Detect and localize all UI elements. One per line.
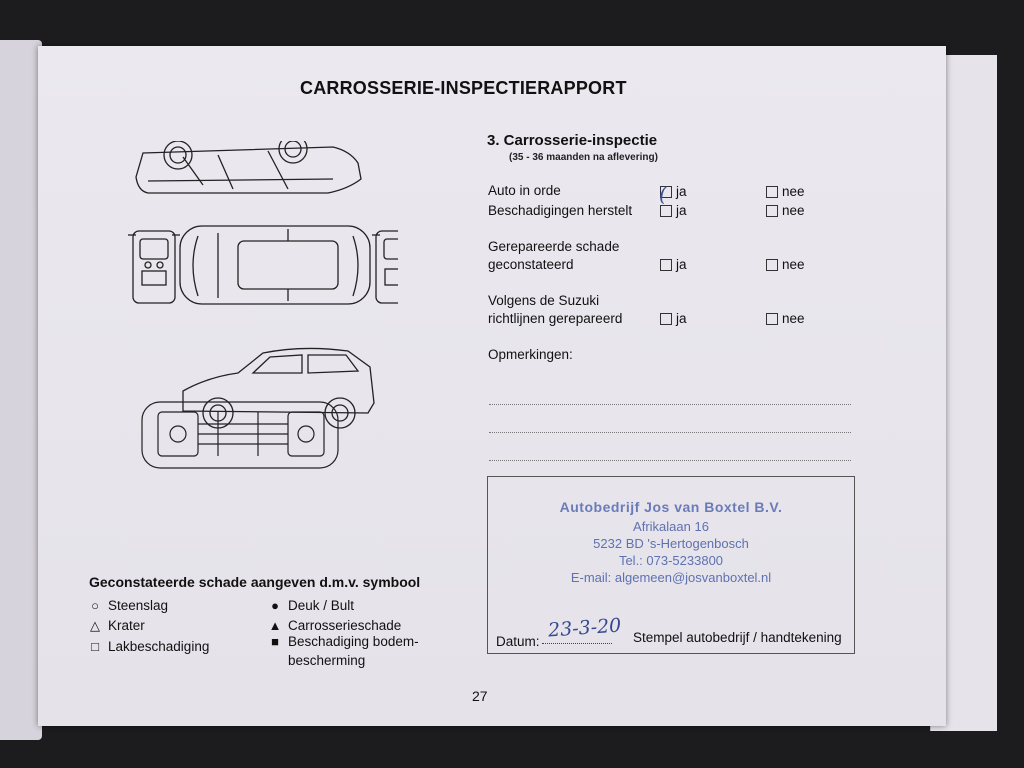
question-auto-in-orde: Auto in orde: [488, 183, 561, 198]
option-nee-q4[interactable]: [766, 311, 805, 326]
question-line-1: Gerepareerde schade: [488, 239, 620, 254]
legend-label-line-2: bescherming: [288, 653, 366, 668]
legend-label: [288, 632, 419, 670]
legend-item-steenslag: [88, 596, 168, 615]
stamp-address: Afrikalaan 16: [633, 519, 709, 534]
section-subtitle: (35 - 36 maanden na aflevering): [509, 152, 658, 163]
remarks-label: Opmerkingen:: [488, 347, 573, 362]
legend-item-krater: [88, 616, 145, 635]
booklet-page: [38, 46, 946, 726]
legend-label: Deuk / Bult: [288, 598, 355, 613]
option-nee-label: nee: [782, 184, 805, 199]
legend-title: Geconstateerde schade aangeven d.m.v. symbool: [89, 574, 421, 590]
option-ja-label: ja: [676, 311, 687, 326]
checkbox-nee-q3[interactable]: [766, 259, 778, 271]
remarks-line-2[interactable]: [489, 432, 851, 433]
checkbox-nee-q1[interactable]: [766, 186, 778, 198]
stamp-company-name: Autobedrijf Jos van Boxtel B.V.: [559, 499, 783, 515]
option-nee-label: nee: [782, 203, 805, 218]
date-label: Datum:: [496, 634, 540, 649]
remarks-line-3[interactable]: [489, 460, 851, 461]
legend-label: Steenslag: [108, 598, 169, 613]
car-top-view: [180, 226, 370, 304]
stamp-phone: Tel.: 073-5233800: [618, 553, 724, 568]
handwritten-checkmark: (: [659, 182, 667, 206]
question-gerepareerde-schade: [488, 238, 619, 274]
page-title: CARROSSERIE-INSPECTIERAPPORT: [300, 78, 627, 98]
option-ja-q2[interactable]: [660, 203, 687, 218]
question-line-1: Volgens de Suzuki: [488, 293, 600, 308]
signature-label: Stempel autobedrijf / handtekening: [633, 630, 842, 645]
legend-item-lakbeschadiging: [88, 637, 209, 656]
option-nee-q3[interactable]: [766, 257, 805, 272]
stamp-signature-box: [487, 476, 855, 654]
stamp-email: E-mail: algemeen@josvanboxtel.nl: [570, 570, 772, 585]
question-line-2: richtlijnen gerepareerd: [488, 311, 623, 326]
question-line-2: geconstateerd: [488, 257, 574, 272]
option-ja-q3[interactable]: [660, 257, 687, 272]
option-ja-label: ja: [676, 203, 687, 218]
checkbox-ja-q3[interactable]: [660, 259, 672, 271]
section-title: 3. Carrosserie-inspectie: [487, 132, 658, 149]
checkbox-ja-q4[interactable]: [660, 313, 672, 325]
handwritten-date: 23-3-20: [547, 614, 622, 642]
page-number: 27: [472, 688, 488, 704]
legend-label: Krater: [108, 618, 145, 633]
legend-label: Carrosserieschade: [288, 618, 402, 633]
option-ja-label: ja: [676, 257, 687, 272]
option-nee-q1[interactable]: [766, 184, 805, 199]
option-nee-label: nee: [782, 257, 805, 272]
remarks-line-1[interactable]: [489, 404, 851, 405]
question-beschadigingen: Beschadigingen herstelt: [488, 203, 633, 218]
car-roof-side-view: [136, 141, 361, 193]
circle-filled-icon: ●: [271, 598, 279, 613]
option-nee-q2[interactable]: [766, 203, 805, 218]
car-underside-diagram: [138, 398, 344, 474]
left-page-edge: [0, 40, 42, 740]
option-ja-q4[interactable]: [660, 311, 687, 326]
square-outline-icon: □: [91, 639, 99, 654]
square-filled-icon: ■: [271, 634, 279, 649]
legend-label: Lakbeschadiging: [108, 639, 210, 654]
option-ja-label: ja: [676, 184, 687, 199]
option-nee-label: nee: [782, 311, 805, 326]
stamp-city: 5232 BD 's-Hertogenbosch: [593, 536, 749, 551]
circle-outline-icon: ○: [91, 598, 99, 613]
legend-item-deuk: [268, 596, 354, 615]
triangle-outline-icon: △: [90, 618, 100, 633]
question-suzuki-richtlijnen: [488, 292, 622, 328]
car-rear-view: [372, 231, 398, 303]
checkbox-nee-q2[interactable]: [766, 205, 778, 217]
legend-label-line-1: Beschadiging bodem-: [288, 634, 419, 649]
checkbox-ja-q2[interactable]: [660, 205, 672, 217]
checkbox-nee-q4[interactable]: [766, 313, 778, 325]
legend-item-bodembescherming: [268, 632, 419, 670]
date-line[interactable]: [542, 643, 612, 644]
car-front-view: [128, 231, 180, 303]
triangle-filled-icon: ▲: [268, 618, 282, 633]
